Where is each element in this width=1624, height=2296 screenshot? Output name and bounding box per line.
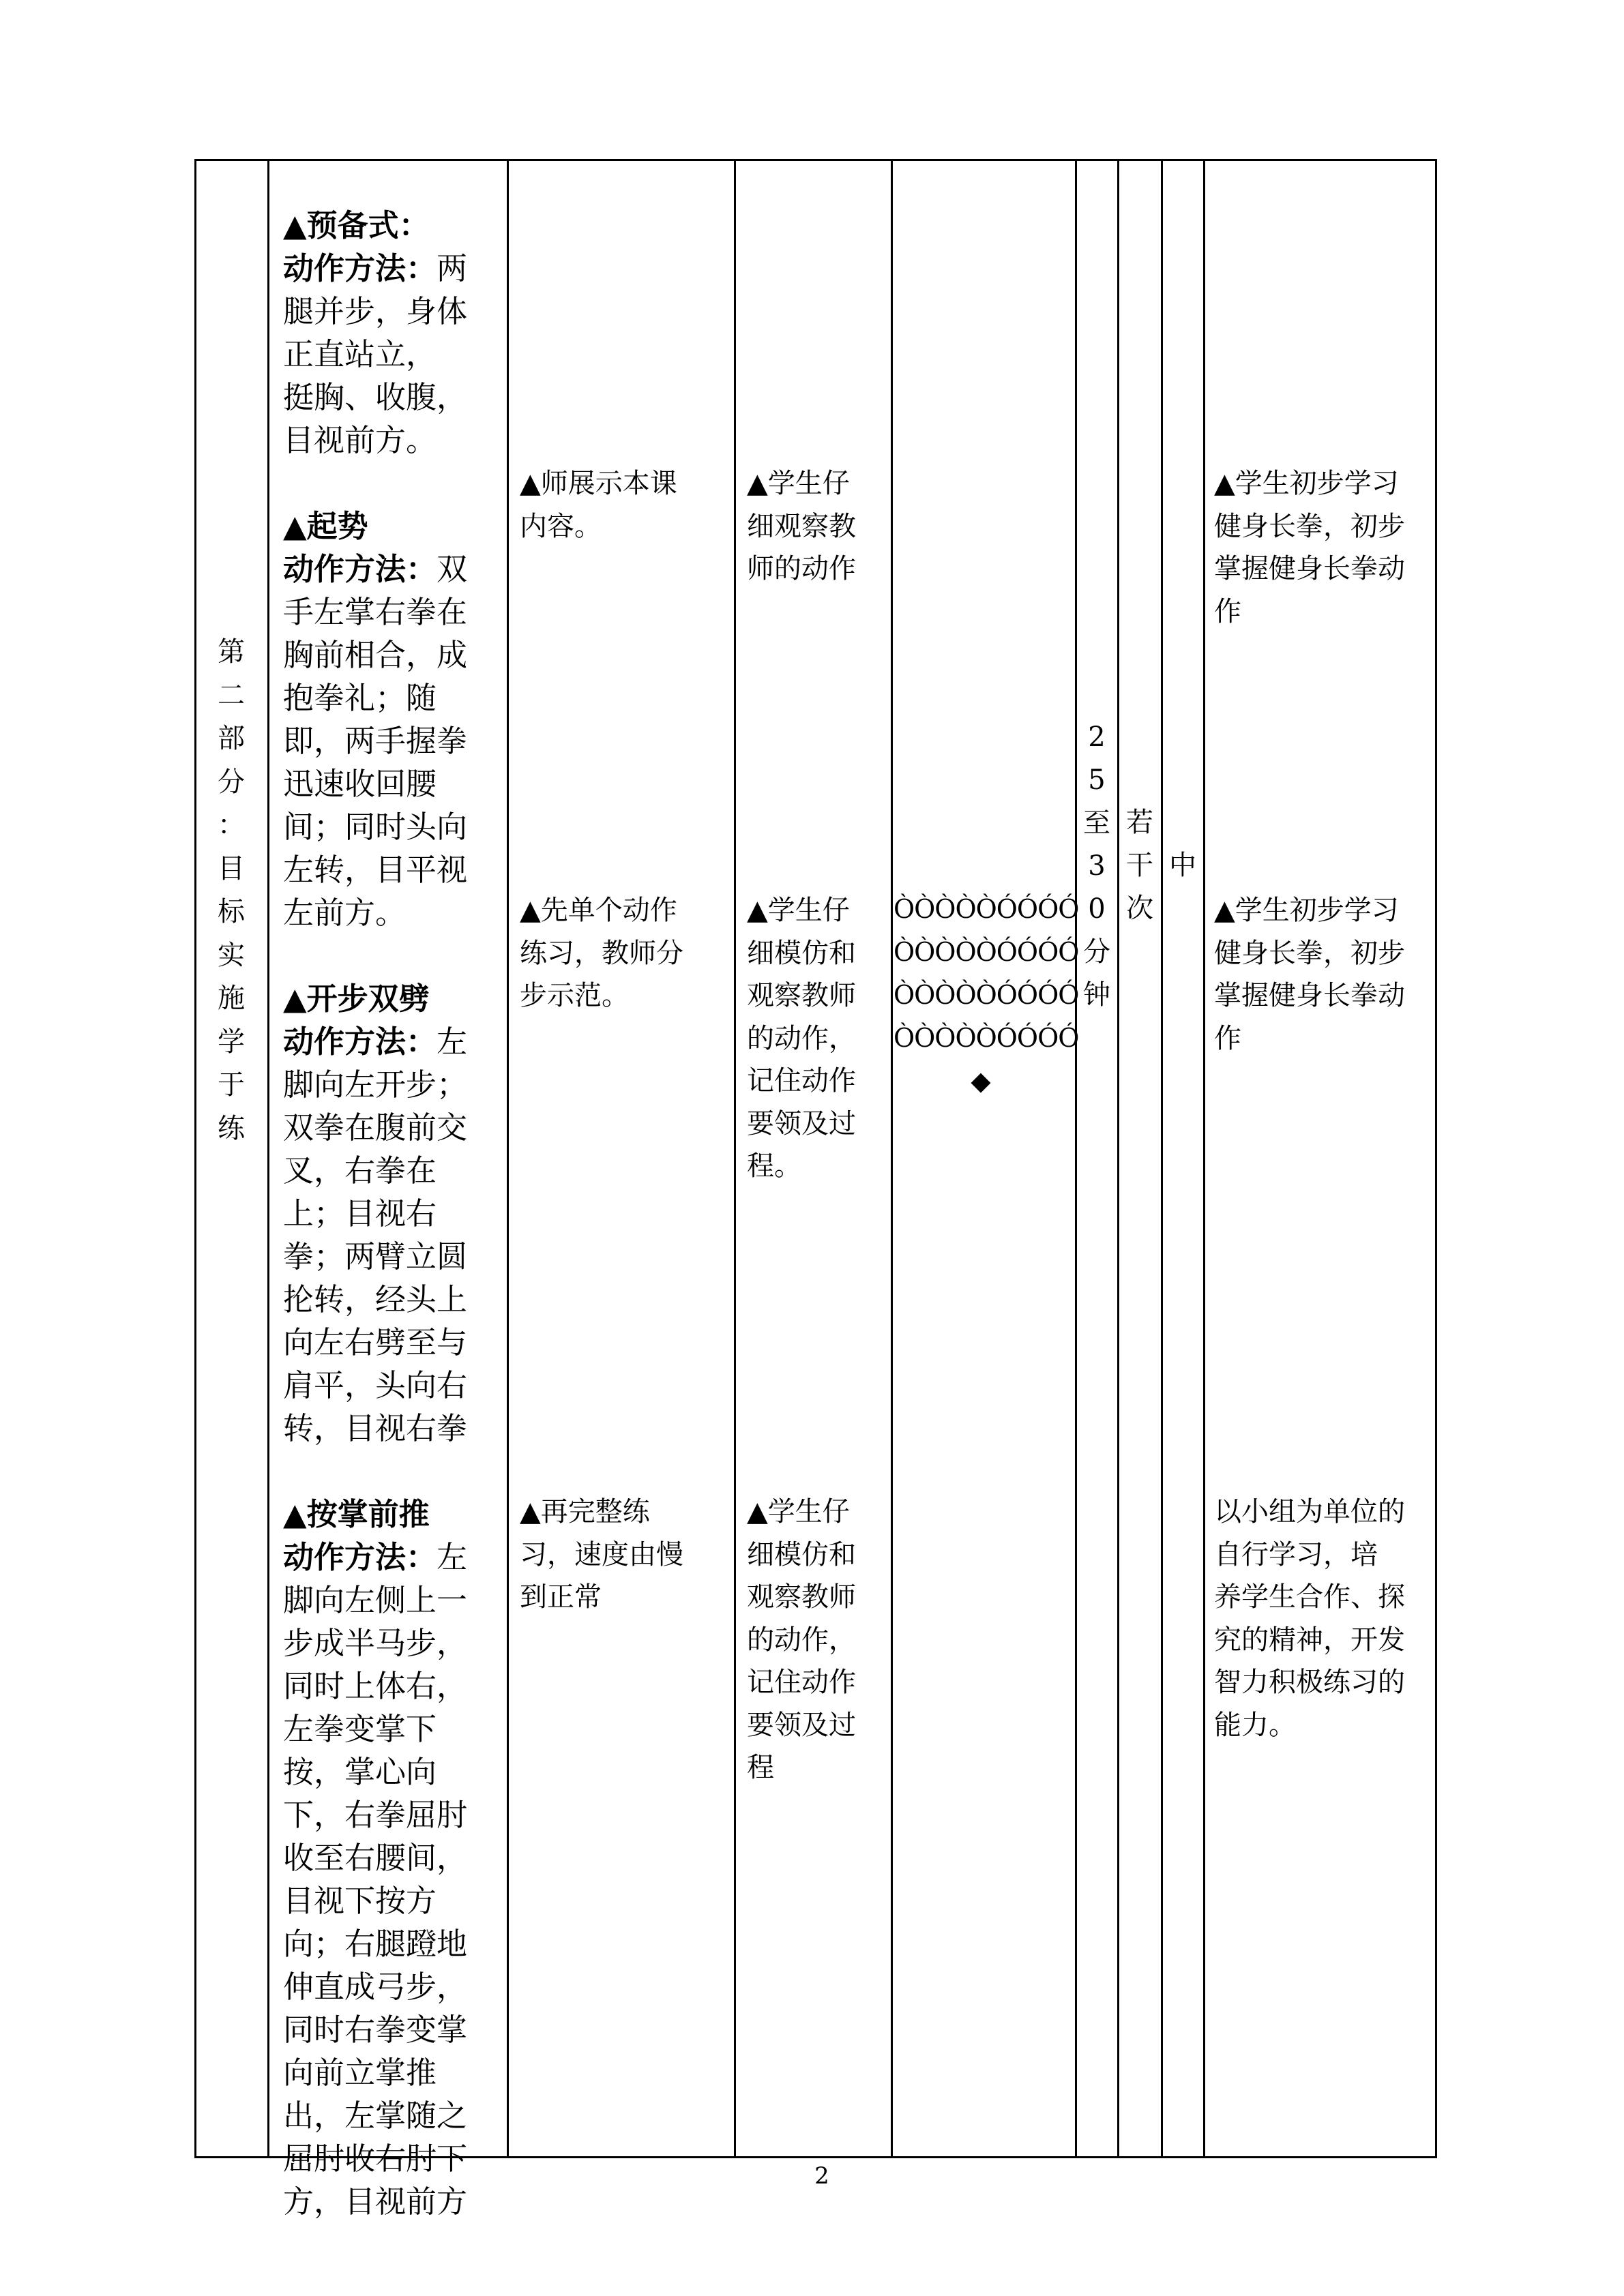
teacher-activity-2: ▲先单个动作 练习，教师分 步示范。 [520,895,683,1011]
content-heading: ▲起势 [283,508,368,544]
section-label: 第 二 部 分 ： 目 标 实 施 学 于 练 [218,636,245,1144]
student-activity-1: ▲学生仔 细观察教 师的动作 [747,468,856,584]
content-heading: ▲预备式： [283,207,430,243]
method-label: 动作方法： [283,1539,437,1575]
table-border-right [1435,159,1437,2158]
content-block-start [283,505,488,934]
goal-text-1: ▲学生初步学习 健身长拳，初步 掌握健身长拳动 作 [1214,468,1405,627]
page-number: 2 [814,2162,829,2190]
goal-text-3: 以小组为单位的 自行学习，培 养学生合作、探 究的精神，开发 智力积极练习的 能力。 [1214,1496,1405,1741]
col-divider-8 [1203,159,1205,2158]
col-divider-2 [507,159,509,2158]
formation-diagram: ÒÒÒÒÒÓÓÓÓ ÒÒÒÒÒÓÓÓÓ ÒÒÒÒÒÓÓÓÓ ÒÒÒÒÒÓÓÓÓ ◆ [894,894,1079,1096]
goal-text-2: ▲学生初步学习 健身长拳，初步 掌握健身长拳动 作 [1214,895,1405,1054]
col-divider-4 [891,159,893,2158]
student-activity-3: ▲学生仔 细模仿和 观察教师 的动作， 记住动作 要领及过 程 [747,1496,856,1783]
intensity-level: 中 [1169,850,1196,881]
col-divider-6 [1117,159,1119,2158]
method-text: 左 脚向左开步； 双拳在腹前交 叉，右拳在 上；目视右 拳；两臂立圆 抡转，经头上 向左右劈至与 肩平，头向右 转，目视右拳 [283,1024,468,1446]
teaching-content [283,161,488,2266]
method-label: 动作方法： [283,1024,437,1060]
content-block-press-push [283,1493,488,2223]
content-block-split-chop [283,977,488,1450]
teacher-activity-1: ▲师展示本课 内容。 [520,468,677,542]
content-heading: ▲开步双劈 [283,981,430,1017]
content-block-preparation [283,204,488,462]
table-border-left [194,159,196,2158]
col-divider-5 [1075,159,1077,2158]
method-label: 动作方法： [283,551,437,587]
col-divider-3 [734,159,736,2158]
method-text: 两 腿并步，身体 正直站立， 挺胸、收腹， 目视前方。 [283,250,468,458]
teacher-activity-3: ▲再完整练 习，速度由慢 到正常 [520,1496,683,1613]
method-text: 双 手左掌右拳在 胸前相合，成 抱拳礼；随 即，两手握拳 迅速收回腰 间；同时头向 左转，目平视 左前方。 [283,551,468,931]
method-text: 左 脚向左侧上一 步成半马步， 同时上体右， 左拳变掌下 按，掌心向 下，右拳屈肘 收至右腰间， 目视下按方 向；右腿蹬地 伸直成弓步， 同时右拳变掌 向前立掌推 出，左掌随之 屈肘收右肘下 方，目视前方 [283,1539,468,2220]
method-label: 动作方法： [283,250,437,286]
col-divider-1 [267,159,269,2158]
repetition-count: 若 干 次 [1126,807,1153,924]
content-heading: ▲按掌前推 [283,1496,430,1532]
time-duration: 2 5 至 3 0 分 钟 [1083,721,1110,1011]
student-activity-2: ▲学生仔 细模仿和 观察教师 的动作， 记住动作 要领及过 程。 [747,895,856,1182]
col-divider-7 [1161,159,1163,2158]
